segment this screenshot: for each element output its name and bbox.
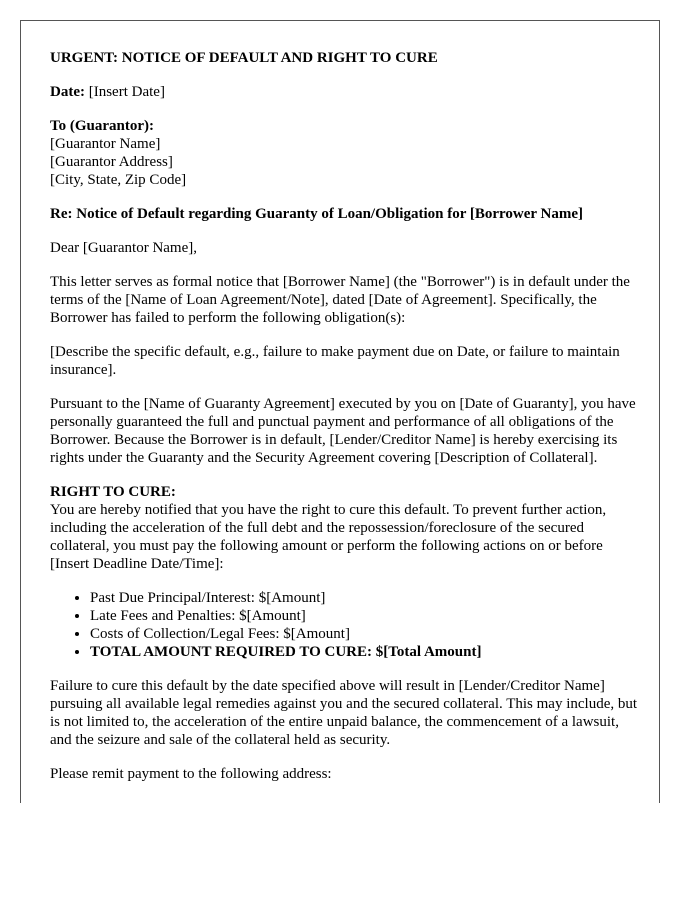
date-line	[50, 83, 640, 101]
paragraph-default-notice: This letter serves as formal notice that [Borrower Name] (the "Borrower") is in default under the terms of the [Name of Loan Agreement/Note], dated [Date of Agreement]. Specifically, the Borrower has failed to perform the following obligation(s):	[50, 274, 630, 326]
right-to-cure-heading: RIGHT TO CURE:	[50, 484, 176, 500]
letter-page	[20, 20, 660, 803]
guarantor-name: [Guarantor Name]	[50, 136, 161, 152]
guarantor-address: [Guarantor Address]	[50, 154, 173, 170]
letter-content	[50, 49, 640, 799]
paragraph-remit: Please remit payment to the following address:	[50, 766, 332, 782]
list-item: • Past Due Principal/Interest: $[Amount]	[90, 589, 640, 607]
paragraph-consequences: Failure to cure this default by the date specified above will result in [Lender/Creditor Name] pursuing all available legal remedies against you and the secured collateral. This may include, but is not limited to, the acceleration of the entire unpaid balance, the commencement of a lawsuit, and the seizure and sale of the collateral held as security.	[50, 678, 638, 748]
salutation: Dear [Guarantor Name],	[50, 240, 198, 256]
guarantor-city-state-zip: [City, State, Zip Code]	[50, 172, 187, 188]
recipient-block	[50, 117, 640, 189]
subject-line: Re: Notice of Default regarding Guaranty of Loan/Obligation for [Borrower Name]	[50, 206, 583, 222]
list-item: • Costs of Collection/Legal Fees: $[Amount]	[90, 625, 640, 643]
date-label: Date:	[50, 84, 85, 100]
date-value: [Insert Date]	[88, 84, 165, 100]
paragraph-default-description: [Describe the specific default, e.g., failure to make payment due on Date, or failure to maintain insurance].	[50, 344, 620, 378]
list-item: • Late Fees and Penalties: $[Amount]	[90, 607, 640, 625]
recipient-label: To (Guarantor):	[50, 118, 155, 134]
right-to-cure-section	[50, 483, 640, 573]
paragraph-guaranty: Pursuant to the [Name of Guaranty Agreement] executed by you on [Date of Guaranty], you have personally guaranteed the full and punctual payment and performance of all obligations of the Borrower. Because the Borrower is in default, [Lender/Creditor Name] is hereby exercising its rights under the Guaranty and the Security Agreement covering [Description of Collateral].	[50, 396, 636, 466]
amounts-list	[50, 589, 640, 661]
letter-title: URGENT: NOTICE OF DEFAULT AND RIGHT TO CURE	[50, 50, 438, 66]
right-to-cure-text: You are hereby notified that you have the right to cure this default. To prevent further action, including the acceleration of the full debt and the repossession/foreclosure of the secured collateral, you must pay the following amount or perform the following actions on or before [Insert Deadline Date/Time]:	[50, 502, 607, 572]
list-item-total: • TOTAL AMOUNT REQUIRED TO CURE: $[Total Amount]	[90, 643, 640, 661]
